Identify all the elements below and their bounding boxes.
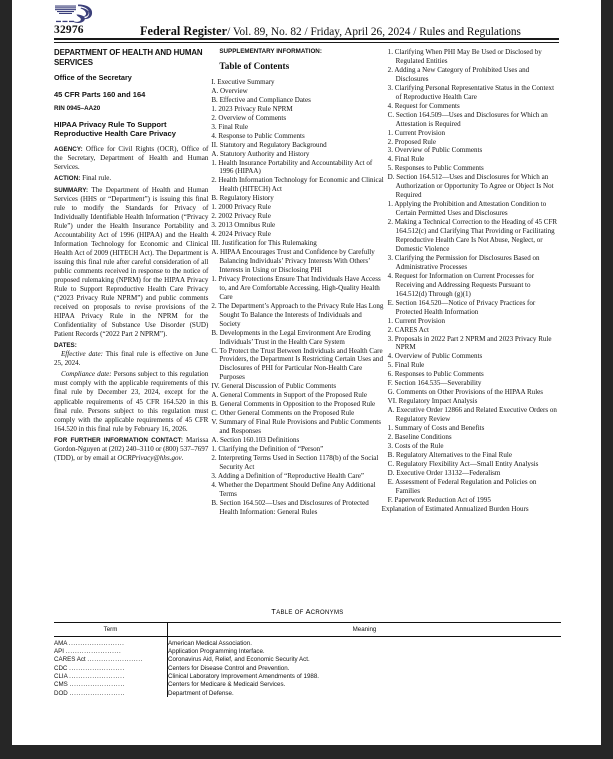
toc-entry[interactable]: C. Section 164.509—Uses and Disclosures for Which an Attestation is Required xyxy=(387,110,548,128)
toc-entry[interactable]: 1. Clarifying When PHI May Be Used or Disclosed by Regulated Entities xyxy=(387,48,542,65)
toc-entry[interactable]: 2. Making a Technical Correction to the Heading of 45 CFR 164.512(c) and Clarifying That Providing or Facilitating Reproductive Health Care Is Not Abuse, Neglect, or Domestic Violence xyxy=(387,218,558,253)
masthead-rule xyxy=(54,38,559,43)
toc-entry[interactable]: 2. CARES Act xyxy=(387,325,429,334)
table-header-row xyxy=(54,623,561,637)
acronym-term: CMS xyxy=(54,681,70,689)
toc-entry[interactable]: 1. 2023 Privacy Rule NPRM xyxy=(211,104,293,113)
toc-entry[interactable]: 3. Adding a Definition of “Reproductive Health Care” xyxy=(211,471,364,480)
toc-entry[interactable]: 2. Health Information Technology for Economic and Clinical Health (HITECH) Act xyxy=(211,176,384,194)
toc-entry[interactable]: V. Summary of Final Rule Provisions and Public Comments and Responses xyxy=(211,418,381,436)
three-column-body xyxy=(54,48,561,517)
volume-issue-line: / Vol. 89, No. 82 / Friday, April 26, 2024 / Rules and Regulations xyxy=(227,26,521,38)
toc-entry[interactable]: D. Section 164.512—Uses and Disclosures for Which an Authorization or Opportunity To Agree or Object Is Not Required xyxy=(387,173,554,200)
acronym-meaning-cell: Coronavirus Aid, Relief, and Economic Security Act. xyxy=(168,656,310,664)
acronym-term-cell xyxy=(54,656,168,664)
toc-entry[interactable]: I. Executive Summary xyxy=(211,77,275,86)
toc-entry[interactable]: 1. 2000 Privacy Rule xyxy=(211,203,271,212)
acronyms-table-body xyxy=(54,636,561,697)
toc-entry[interactable]: 1. Current Provision xyxy=(387,128,446,137)
acronym-term: DOD xyxy=(54,689,70,697)
toc-entry[interactable]: 3. Clarifying the Permission for Disclosures Based on Administrative Processes xyxy=(387,253,540,271)
toc-list-right xyxy=(381,48,561,514)
toc-entry[interactable]: F. Section 164.535—Severability xyxy=(387,379,482,388)
acronym-meaning-cell: Application Programming Interface. xyxy=(168,647,265,655)
acronyms-table-title xyxy=(54,607,561,616)
toc-entry[interactable]: VI. Regulatory Impact Analysis xyxy=(387,397,478,406)
acronym-term: CDC xyxy=(54,664,70,672)
toc-entry[interactable]: D. Executive Order 13132—Federalism xyxy=(387,468,501,477)
toc-entry[interactable]: B. Regulatory History xyxy=(211,194,274,203)
acronym-term: CLIA xyxy=(54,673,70,680)
toc-entry[interactable]: 3. Proposals in 2022 Part 2 NPRM and 2023 Privacy Rule NPRM xyxy=(387,334,552,352)
compliance-date-label: Compliance date: xyxy=(61,370,112,379)
toc-entry[interactable]: G. Comments on Other Provisions of the HIPAA Rules xyxy=(387,388,544,397)
toc-entry[interactable]: C. Other General Comments on the Proposed Rule xyxy=(211,409,355,418)
toc-entry[interactable]: 1. Clarifying the Definition of “Person” xyxy=(211,445,324,454)
acronym-meaning-cell: Clinical Laboratory Improvement Amendments of 1988. xyxy=(168,673,319,680)
leader-dots: ........................ xyxy=(68,639,125,647)
toc-list-middle xyxy=(211,77,384,517)
toc-entry[interactable]: 2. The Department’s Approach to the Privacy Rule Has Long Sought To Balance the Interests of Individuals and Society xyxy=(211,301,384,328)
toc-entry[interactable]: 1. Health Insurance Portability and Accountability Act of 1996 (HIPAA) xyxy=(211,158,373,176)
effective-date-paragraph xyxy=(54,350,208,368)
acronym-meaning-cell: Centers for Medicare & Medicaid Services. xyxy=(168,681,286,689)
table-row xyxy=(54,672,561,680)
cfr-parts-heading: 45 CFR Parts 160 and 164 xyxy=(54,90,146,100)
column-header-term: Term xyxy=(54,623,168,637)
toc-entry[interactable]: 2. Baseline Conditions xyxy=(387,432,452,441)
toc-entry[interactable]: A. General Comments in Support of the Proposed Rule xyxy=(211,391,367,400)
leader-dots: ........................ xyxy=(69,673,125,680)
acronym-term: AMA xyxy=(54,639,69,647)
publication-title: Federal Register xyxy=(140,24,228,38)
toc-entry[interactable]: 4. Overview of Public Comments xyxy=(387,352,483,361)
toc-entry[interactable]: 4. Final Rule xyxy=(387,155,425,164)
dates-label: DATES: xyxy=(54,341,77,349)
acronym-meaning-cell: American Medical Association. xyxy=(168,639,252,647)
toc-entry[interactable]: A. HIPAA Encourages Trust and Confidence by Carefully Balancing Individuals’ Privacy Interests With Others’ Interests in Using or Disclosing PHI xyxy=(211,248,375,274)
table-row xyxy=(54,636,561,647)
toc-entry[interactable]: 5. Final Rule xyxy=(387,361,425,370)
toc-entry[interactable]: 2. Interpreting Terms Used in Section 1178(b) of the Social Security Act xyxy=(211,453,379,471)
acronym-term-cell xyxy=(54,681,168,689)
acronym-term-cell xyxy=(54,647,168,655)
acr-title-able-of: ABLE OF xyxy=(276,610,306,616)
table-row xyxy=(54,664,561,672)
agency-paragraph xyxy=(54,145,208,172)
toc-entry[interactable]: 4. 2024 Privacy Rule xyxy=(211,230,271,239)
running-head xyxy=(140,24,521,39)
leader-dots: ........................ xyxy=(69,681,126,689)
acronym-meaning-cell: Centers for Disease Control and Prevention. xyxy=(168,664,290,672)
toc-entry[interactable]: II. Statutory and Regulatory Background xyxy=(211,140,327,149)
acr-title-a: A xyxy=(305,607,311,616)
table-row xyxy=(54,681,561,689)
leader-dots: ........................ xyxy=(69,689,126,697)
toc-entry[interactable]: 3. Overview of Public Comments xyxy=(387,146,483,155)
compliance-date-text: Persons subject to this regulation must comply with the applicable requirements of this final rule by December 23, 2024, except for the applicable requirements of 45 CFR 164.520 in this final rule. Persons subject to this regulation must comply with the applicable requirements of 45 CFR 164.520 in this final rule by February 16, 2026. xyxy=(54,370,209,433)
table-row xyxy=(54,647,561,655)
rule-title-heading: HIPAA Privacy Rule To Support Reproductive Health Care Privacy xyxy=(54,119,176,139)
toc-entry[interactable]: B. Section 164.502—Uses and Disclosures of Protected Health Information: General Rules xyxy=(211,498,369,516)
toc-entry[interactable]: 1. Current Provision xyxy=(387,316,446,325)
toc-entry[interactable]: 6. Responses to Public Comments xyxy=(387,370,484,379)
acronym-term-cell xyxy=(54,689,168,697)
agency-label: AGENCY: xyxy=(54,145,83,153)
contact-text-after-email: . xyxy=(181,454,184,463)
toc-entry[interactable]: 4. Whether the Department Should Define Any Additional Terms xyxy=(211,480,376,498)
effective-date-text: This final rule is effective on June 25, 2024. xyxy=(54,349,209,367)
toc-entry[interactable]: 3. Final Rule xyxy=(211,122,248,131)
column-header-meaning: Meaning xyxy=(168,623,562,637)
summary-text: The Department of Health and Human Services (HHS or “Department”) is issuing this final rule to modify the Standards for Privacy of Individually Identifiable Health Information (“Privacy Rule”) under the Health Insurance Portability and Accountability Act of 1996 (HIPAA) and the Health Information Technology for Economic and Clinical Health Act of 2009 (HITECH Act). The Department is issuing this final rule after careful consideration of all public comments received in response to the notice of proposed rulemaking (NPRM) for the HIPAA Privacy Rule to Support Reproductive Health Care Privacy (“2023 Privacy Rule NPRM”) and public comments received on proposals to revise provisions of the HIPAA Privacy Rule in the NPRM for the Confidentiality of Substance Use Disorder (SUD) Patient Records (“2022 Part 2 NPRM”). xyxy=(54,185,209,339)
department-heading: DEPARTMENT OF HEALTH AND HUMAN SERVICES xyxy=(54,48,203,67)
toc-entry[interactable]: 1. Applying the Prohibition and Attestation Condition to Certain Permitted Uses and Disclosures xyxy=(387,200,547,218)
acronym-meaning-cell: Department of Defense. xyxy=(168,689,234,697)
table-row xyxy=(54,689,561,697)
toc-entry[interactable]: 1. Summary of Costs and Benefits xyxy=(387,424,485,433)
acr-title-t: T xyxy=(271,607,277,616)
toc-entry[interactable]: 3. Clarifying Personal Representative Status in the Context of Reproductive Health Care xyxy=(387,83,555,101)
acronyms-section xyxy=(54,607,561,697)
toc-entry[interactable]: B. Regulatory Alternatives to the Final Rule xyxy=(387,450,512,459)
masthead xyxy=(12,0,601,43)
table-row xyxy=(54,656,561,664)
toc-entry[interactable]: C. Regulatory Flexibility Act—Small Entity Analysis xyxy=(387,459,539,468)
toc-entry[interactable]: F. Paperwork Reduction Act of 1995 xyxy=(387,495,491,504)
toc-entry[interactable]: 4. Response to Public Comments xyxy=(211,131,305,140)
acronym-term-cell xyxy=(54,636,168,647)
toc-entry[interactable]: 2. 2002 Privacy Rule xyxy=(211,212,271,221)
compliance-date-paragraph xyxy=(54,370,208,433)
toc-entry[interactable]: 5. Responses to Public Comments xyxy=(387,164,484,173)
agency-text: Office for Civil Rights (OCR), Office of the Secretary, Department of Health and Human Services. xyxy=(54,144,209,171)
contact-paragraph xyxy=(54,436,208,463)
acronyms-table-head xyxy=(54,623,561,637)
toc-entry[interactable]: 1. Privacy Protections Ensure That Individuals Have Access to, and Are Comfortable Accessing, High-Quality Health Care xyxy=(211,274,381,301)
leader-dots: ........................ xyxy=(69,664,125,672)
acronym-term-cell xyxy=(54,672,168,680)
toc-entry[interactable]: C. To Protect the Trust Between Individuals and Health Care Providers, the Department Is Restricting Certain Uses and Disclosures of PHI for Particular Non-Health Care Purposes xyxy=(211,346,383,382)
toc-entry[interactable]: A. Overview xyxy=(211,86,248,95)
supplementary-information-label: SUPPLEMENTARY INFORMATION: xyxy=(219,48,322,55)
action-text: Final rule. xyxy=(80,174,112,183)
toc-entry[interactable]: B. Effective and Compliance Dates xyxy=(211,95,311,104)
acronym-term-cell xyxy=(54,664,168,672)
toc-entry[interactable]: IV. General Discussion of Public Comments xyxy=(211,382,337,391)
summary-label: SUMMARY: xyxy=(54,186,89,194)
toc-entry[interactable]: A. Statutory Authority and History xyxy=(211,149,310,158)
toc-entry[interactable]: B. Developments in the Legal Environment Are Eroding Individuals’ Trust in the Health Care System xyxy=(211,328,371,346)
toc-entry[interactable]: Explanation of Estimated Annualized Burden Hours xyxy=(381,504,529,513)
toc-entry[interactable]: B. General Comments in Opposition to the Proposed Rule xyxy=(211,400,376,409)
contact-label: FOR FURTHER INFORMATION CONTACT: xyxy=(54,437,183,445)
column-right xyxy=(381,48,561,517)
contact-text-before-email: Marissa Gordon-Nguyen at (202) 240–3110 or (800) 537–7697 (TDD), or by email at xyxy=(54,436,209,463)
toc-entry[interactable]: 4. Request for Comments xyxy=(387,101,460,110)
toc-entry[interactable]: 2. Adding a New Category of Prohibited Uses and Disclosures xyxy=(387,65,530,83)
leader-dots: ........................ xyxy=(65,647,122,655)
contact-email-link[interactable]: OCRPrivacy@hhs.gov xyxy=(117,454,182,463)
action-label: ACTION: xyxy=(54,175,81,183)
toc-entry[interactable]: E. Section 164.520—Notice of Privacy Practices for Protected Health Information xyxy=(387,298,536,316)
toc-entry[interactable]: 4. Request for Information on Current Processes for Receiving and Addressing Requests Pursuant to 164.512(d) Through (g)(1) xyxy=(387,271,535,298)
toc-entry[interactable]: A. Executive Order 12866 and Related Executive Orders on Regulatory Review xyxy=(387,406,557,424)
toc-entry[interactable]: 2. Overview of Comments xyxy=(211,113,287,122)
acr-title-cronyms: CRONYMS xyxy=(310,610,344,616)
leader-dots: ........................ xyxy=(87,656,144,664)
toc-entry[interactable]: A. Section 160.103 Definitions xyxy=(211,436,300,445)
summary-paragraph xyxy=(54,186,208,340)
acronyms-table xyxy=(54,622,561,697)
table-of-contents-heading: Table of Contents xyxy=(219,62,290,73)
office-heading: Office of the Secretary xyxy=(54,73,132,83)
rin-heading: RIN 0945–AA20 xyxy=(54,104,101,112)
federal-register-page xyxy=(12,0,601,745)
column-left xyxy=(54,48,208,517)
toc-entry[interactable]: 3. 2013 Omnibus Rule xyxy=(211,221,276,230)
page-number: 32976 xyxy=(54,24,84,36)
toc-entry[interactable]: E. Assessment of Federal Regulation and Policies on Families xyxy=(387,477,537,495)
toc-entry[interactable]: III. Justification for This Rulemaking xyxy=(211,239,317,248)
toc-entry[interactable]: 3. Costs of the Rule xyxy=(387,441,444,450)
acronym-term: CARES Act xyxy=(54,656,88,664)
effective-date-label: Effective date: xyxy=(61,349,103,358)
column-middle xyxy=(211,48,384,517)
acronym-term: API xyxy=(54,647,66,655)
toc-entry[interactable]: 2. Proposed Rule xyxy=(387,137,437,146)
action-paragraph xyxy=(54,174,208,183)
